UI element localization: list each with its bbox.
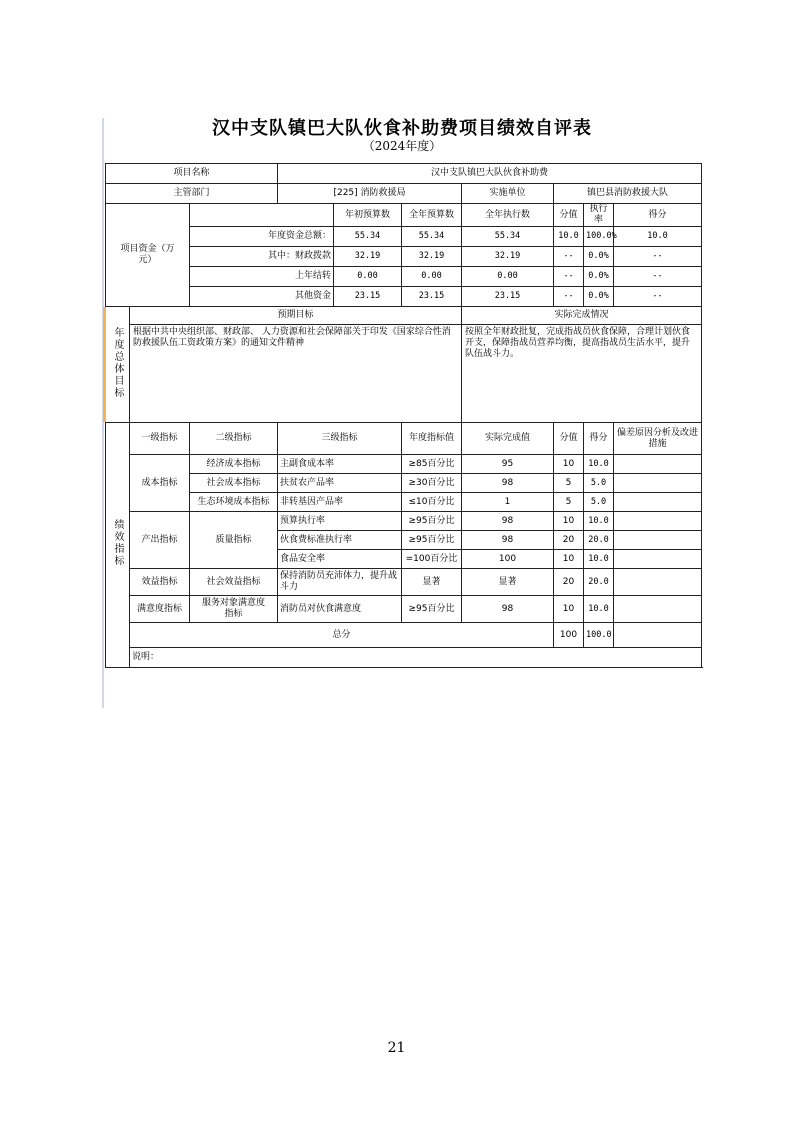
- perf-l2: 生态环境成本指标: [190, 493, 278, 512]
- perf-score: 20: [554, 569, 584, 596]
- funds-row: [106, 287, 702, 307]
- funds-cell: --: [614, 287, 702, 307]
- perf-row: [106, 455, 702, 474]
- funds-row-name: 其中：财政拨款: [190, 247, 334, 267]
- perf-row: [106, 512, 702, 531]
- perf-target: ≥95百分比: [402, 531, 462, 550]
- perf-l2: 社会成本指标: [190, 474, 278, 493]
- perf-target: ≥30百分比: [402, 474, 462, 493]
- perf-l1-output: 产出指标: [130, 512, 190, 569]
- perf-deviation: [614, 455, 702, 474]
- perf-l3: 保持消防员充沛体力，提升战斗力: [278, 569, 402, 596]
- perf-l2-service-satisfaction: 服务对象满意度指标: [190, 596, 278, 623]
- total-row: [106, 623, 702, 648]
- perf-l3: 伙食费标准执行率: [278, 531, 402, 550]
- annual-goal-side-text: 年度总体目标: [112, 326, 123, 399]
- perf-l3: 食品安全率: [278, 550, 402, 569]
- perf-target: ≥85百分比: [402, 455, 462, 474]
- funds-row: [106, 267, 702, 287]
- perf-actual: 100: [462, 550, 554, 569]
- perf-score: 10: [554, 512, 584, 531]
- funds-cell: 100.0%: [584, 227, 614, 247]
- funds-header-col2: 全年预算数: [402, 204, 462, 227]
- perf-target: ≥95百分比: [402, 596, 462, 623]
- perf-target: 显著: [402, 569, 462, 596]
- funds-row-name: 上年结转: [190, 267, 334, 287]
- funds-cell: 32.19: [402, 247, 462, 267]
- expected-goal-text: 根据中共中央组织部、财政部、 人力资源和社会保障部关于印发《国家综合性消防救援队伍工资政策方案》的通知文件精神: [130, 325, 462, 423]
- perf-deviation: [614, 596, 702, 623]
- funds-cell: 0.00: [334, 267, 402, 287]
- funds-row-name: 其他资金: [190, 287, 334, 307]
- perf-got: 10.0: [584, 512, 614, 531]
- total-label: 总分: [130, 623, 554, 648]
- perf-got: 20.0: [584, 531, 614, 550]
- funds-cell: 55.34: [402, 227, 462, 247]
- funds-cell: 0.00: [402, 267, 462, 287]
- perf-score: 10: [554, 455, 584, 474]
- actual-goal-text: 按照全年财政批复，完成指战员伙食保障，合理计划伙食开支，保障指战员营养均衡，提高指战员生活水平，提升队伍战斗力。: [462, 325, 702, 423]
- perf-deviation: [614, 512, 702, 531]
- perf-header-target: 年度指标值: [402, 423, 462, 455]
- funds-row-name: 年度资金总额：: [190, 227, 334, 247]
- perf-l3: 扶贫农产品率: [278, 474, 402, 493]
- perf-header-actual: 实际完成值: [462, 423, 554, 455]
- perf-side-label: [106, 423, 130, 668]
- funds-cell: 0.0%: [584, 247, 614, 267]
- perf-actual: 98: [462, 512, 554, 531]
- self-evaluation-table: [105, 163, 702, 668]
- perf-got: 5.0: [584, 474, 614, 493]
- perf-score: 5: [554, 493, 584, 512]
- funds-cell: 32.19: [462, 247, 554, 267]
- note-label: 说明：: [130, 648, 702, 668]
- funds-header-blank: [190, 204, 334, 227]
- perf-header-deviation: 偏差原因分析及改进措施: [614, 423, 702, 455]
- perf-l1-cost: 成本指标: [130, 455, 190, 512]
- department-value: [225] 消防救援局: [278, 184, 462, 204]
- funds-cell: --: [554, 287, 584, 307]
- perf-score: 10: [554, 550, 584, 569]
- funds-cell: 23.15: [334, 287, 402, 307]
- perf-score: 20: [554, 531, 584, 550]
- perf-l1-satisfaction: 满意度指标: [130, 596, 190, 623]
- perf-side-text: 绩效指标: [112, 519, 123, 567]
- perf-l3: 消防员对伙食满意度: [278, 596, 402, 623]
- perf-deviation: [614, 569, 702, 596]
- perf-got: 20.0: [584, 569, 614, 596]
- department-row: [106, 184, 702, 204]
- department-label: 主管部门: [106, 184, 278, 204]
- project-name-value: 汉中支队镇巴大队伙食补助费: [278, 164, 702, 184]
- perf-actual: 95: [462, 455, 554, 474]
- funds-header-col3: 全年执行数: [462, 204, 554, 227]
- perf-row: [106, 569, 702, 596]
- perf-header-l1: 一级指标: [130, 423, 190, 455]
- perf-header-l2: 二级指标: [190, 423, 278, 455]
- funds-cell: 32.19: [334, 247, 402, 267]
- perf-row: [106, 493, 702, 512]
- perf-target: =100百分比: [402, 550, 462, 569]
- implementer-label: 实施单位: [462, 184, 554, 204]
- funds-header-row: [106, 204, 702, 227]
- perf-l2-quality: 质量指标: [190, 512, 278, 569]
- perf-actual: 98: [462, 474, 554, 493]
- perf-l3: 非转基因产品率: [278, 493, 402, 512]
- total-got: 100.0: [584, 623, 614, 648]
- funds-label: 项目资金（万元）: [106, 204, 190, 307]
- perf-l3: 主副食成本率: [278, 455, 402, 474]
- perf-l2: 经济成本指标: [190, 455, 278, 474]
- note-row: [106, 648, 702, 668]
- perf-target: ≤10百分比: [402, 493, 462, 512]
- funds-cell: 0.00: [462, 267, 554, 287]
- perf-actual: 98: [462, 531, 554, 550]
- funds-cell: 0.0%: [584, 287, 614, 307]
- perf-l3: 预算执行率: [278, 512, 402, 531]
- actual-goal-header: 实际完成情况: [462, 307, 702, 325]
- funds-header-col6: 得分: [614, 204, 702, 227]
- funds-cell: 55.34: [462, 227, 554, 247]
- funds-header-col4: 分值: [554, 204, 584, 227]
- total-deviation: [614, 623, 702, 648]
- expected-goal-header: 预期目标: [130, 307, 462, 325]
- funds-cell: 10.0: [614, 227, 702, 247]
- funds-row: [106, 247, 702, 267]
- perf-l2-social-benefit: 社会效益指标: [190, 569, 278, 596]
- perf-header-l3: 三级指标: [278, 423, 402, 455]
- goals-body-row: [106, 325, 702, 423]
- perf-header-score: 分值: [554, 423, 584, 455]
- perf-got: 10.0: [584, 550, 614, 569]
- perf-deviation: [614, 550, 702, 569]
- perf-deviation: [614, 531, 702, 550]
- perf-got: 10.0: [584, 455, 614, 474]
- funds-cell: 0.0%: [584, 267, 614, 287]
- funds-cell: --: [614, 267, 702, 287]
- perf-got: 10.0: [584, 596, 614, 623]
- perf-deviation: [614, 493, 702, 512]
- funds-header-col1: 年初预算数: [334, 204, 402, 227]
- funds-cell: --: [554, 267, 584, 287]
- perf-actual: 显著: [462, 569, 554, 596]
- implementer-value: 镇巴县消防救援大队: [554, 184, 702, 204]
- funds-cell: --: [614, 247, 702, 267]
- perf-row: [106, 596, 702, 623]
- perf-l1-benefit: 效益指标: [130, 569, 190, 596]
- funds-cell: 55.34: [334, 227, 402, 247]
- total-score: 100: [554, 623, 584, 648]
- perf-header-got: 得分: [584, 423, 614, 455]
- funds-cell: 10.0: [554, 227, 584, 247]
- funds-row: [106, 227, 702, 247]
- page-number: 21: [387, 1040, 406, 1056]
- goals-header-row: [106, 307, 702, 325]
- perf-deviation: [614, 474, 702, 493]
- page-title: 汉中支队镇巴大队伙食补助费项目绩效自评表: [212, 118, 592, 139]
- perf-score: 10: [554, 596, 584, 623]
- perf-target: ≥95百分比: [402, 512, 462, 531]
- perf-got: 5.0: [584, 493, 614, 512]
- funds-cell: 23.15: [402, 287, 462, 307]
- project-name-label: 项目名称: [106, 164, 278, 184]
- perf-actual: 1: [462, 493, 554, 512]
- project-name-row: [106, 164, 702, 184]
- page-subtitle: （2024年度）: [362, 139, 442, 153]
- perf-header-row: [106, 423, 702, 455]
- perf-actual: 98: [462, 596, 554, 623]
- funds-cell: --: [554, 247, 584, 267]
- funds-cell: 23.15: [462, 287, 554, 307]
- perf-row: [106, 474, 702, 493]
- funds-header-col5: 执行率: [584, 204, 614, 227]
- perf-score: 5: [554, 474, 584, 493]
- annual-goal-side-label: [106, 307, 130, 423]
